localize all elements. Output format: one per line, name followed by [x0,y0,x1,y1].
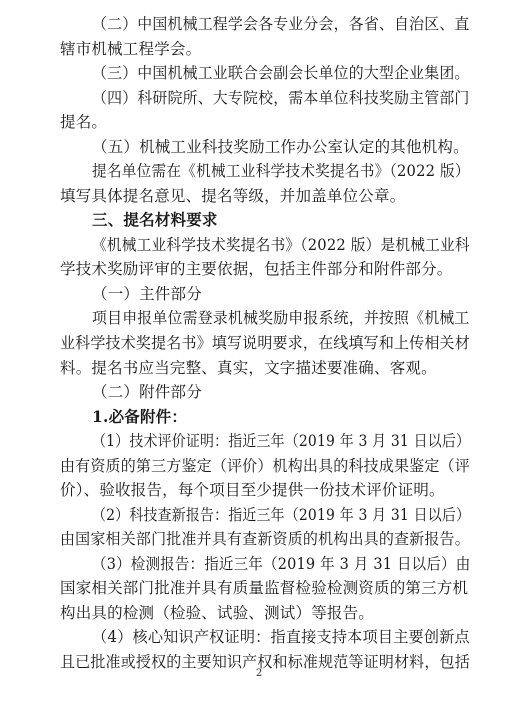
text-line: 辖市机械工程学会。 [60,39,202,58]
text-line: （三）中国机械工业联合会副会长单位的大型企业集团。 [92,64,470,83]
text-line: 学技术奖励评审的主要依据，包括主件部分和附件部分。 [60,260,453,279]
text-line: 提名单位需在《机械工业科学技术奖提名书》（2022 版） [92,162,470,181]
text-line: 由国家相关部门批准并具有查新资质的机构出具的查新报告。 [60,530,470,549]
text-line: 且已批准或授权的主要知识产权和标准规范等证明材料，包括 [60,653,470,671]
text-line: 提名。 [60,113,108,132]
text-line: （1）技术评价证明：指近三年（2019 年 3 月 31 日以后） [92,432,471,451]
text-line: 国家相关部门批准并具有质量监督检验检测资质的第三方机 [60,579,469,598]
page-number: 2 [255,668,263,679]
subsection-heading: （二）附件部分 [92,383,202,402]
text-line: 业科学技术奖提名书》填写说明要求，在线填写和上传相关材 [60,334,470,352]
text-line: 料。提名书应当完整、真实，文字描述要准确、客观。 [60,358,437,377]
text-line: 由有资质的第三方鉴定（评价）机构出具的科技成果鉴定（评 [60,456,470,475]
subsection-heading: （一）主件部分 [92,284,202,303]
text-line: （四）科研院所、大专院校，需本单位科技奖励主管部门 [92,88,470,107]
text-line: 填写具体提名意见、提名等级，并加盖单位公章。 [60,186,406,205]
text-line: （4）核心知识产权证明：指直接支持本项目主要创新点 [92,628,470,647]
text-line: 价）、验收报告，每个项目至少提供一份技术评价证明。 [60,481,445,500]
text-line: （五）机械工业科技奖励工作办公室认定的其他机构。 [92,137,469,156]
text-line: 《机械工业科学技术奖提名书》（2022 版）是机械工业科 [92,235,470,254]
text-line: （二）中国机械工程学会各专业分会，各省、自治区、直 [92,15,470,33]
text-line: 构出具的检测（检验、试验、测试）等报告。 [60,603,375,622]
item-heading: 1.必备附件： [92,406,188,426]
text-line: （3）检测报告：指近三年（2019 年 3 月 31 日以后）由 [92,554,471,573]
text-line: 项目申报单位需登录机械奖励申报系统，并按照《机械工 [92,309,470,328]
section-heading: 三、提名材料要求 [92,210,218,230]
text-line: （2）科技查新报告：指近三年（2019 年 3 月 31 日以后） [92,505,471,524]
